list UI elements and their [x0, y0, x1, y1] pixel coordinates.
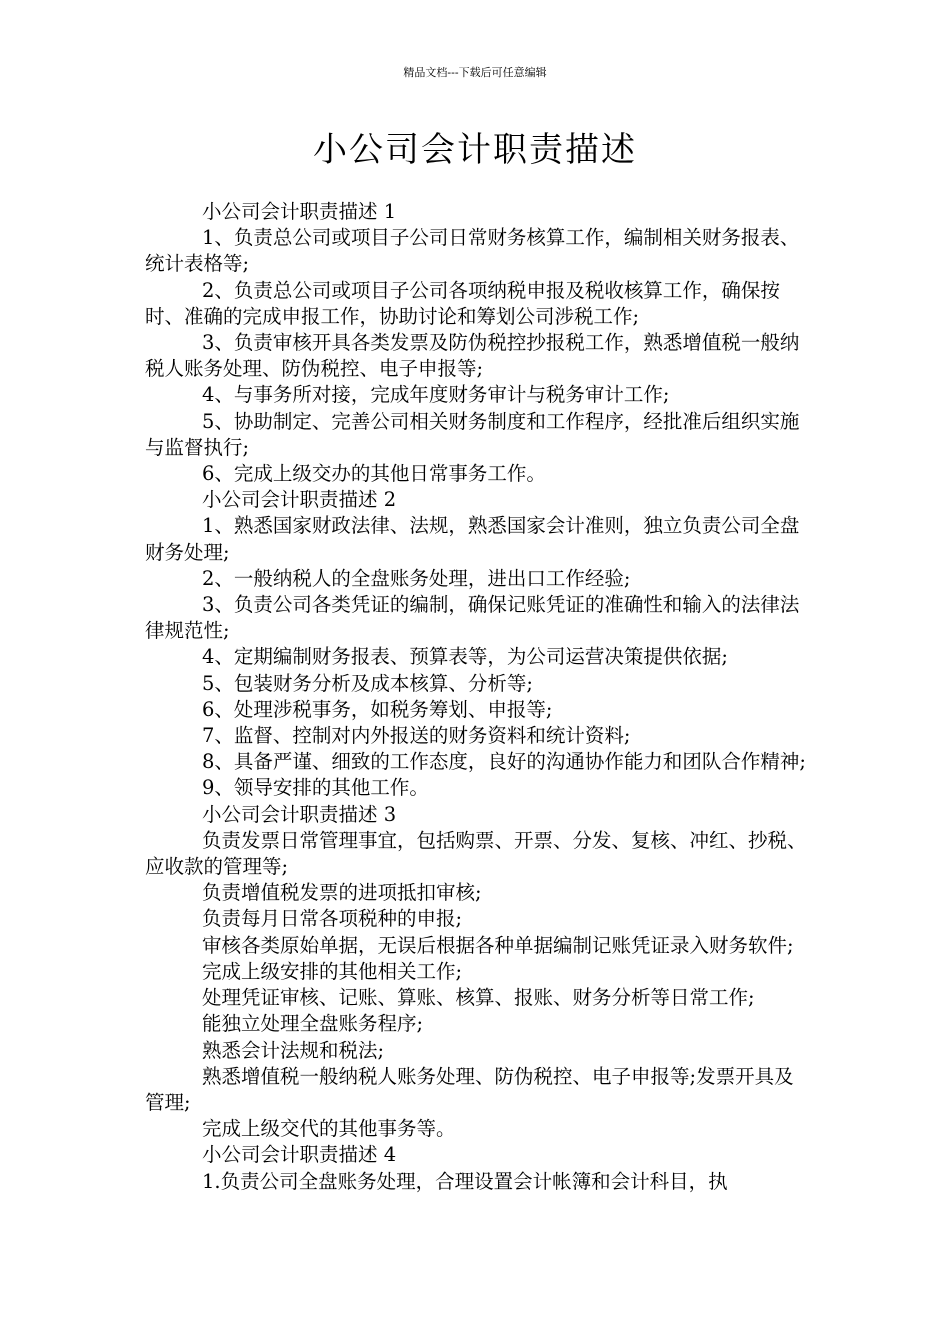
paragraph: 负责增值税发票的进项抵扣审核; — [202, 881, 482, 905]
paragraph: 熟悉会计法规和税法; — [202, 1038, 385, 1062]
paragraph: 2、一般纳税人的全盘账务处理，进出口工作经验; — [202, 566, 631, 590]
paragraph: 负责每月日常各项税种的申报; — [202, 907, 463, 931]
paragraph: 8、具备严谨、细致的工作态度，良好的沟通协作能力和团队合作精神; — [202, 750, 806, 774]
paragraph: 5、协助制定、完善公司相关财务制度和工作程序，经批准后组织实施与监督执行; — [145, 409, 800, 459]
paragraph: 完成上级交代的其他事务等。 — [202, 1117, 456, 1141]
paragraph: 5、包装财务分析及成本核算、分析等; — [202, 671, 533, 695]
paragraph: 处理凭证审核、记账、算账、核算、报账、财务分析等日常工作; — [202, 986, 755, 1010]
paragraph: 4、定期编制财务报表、预算表等，为公司运营决策提供依据; — [202, 645, 728, 669]
document-body — [145, 199, 813, 1195]
paragraph: 1、熟悉国家财政法律、法规，熟悉国家会计准则，独立负责公司全盘财务处理; — [145, 514, 800, 564]
paragraph: 2、负责总公司或项目子公司各项纳税申报及税收核算工作，确保按时、准确的完成申报工作，协助讨论和筹划公司涉税工作; — [145, 278, 780, 328]
paragraph: 7、监督、控制对内外报送的财务资料和统计资料; — [202, 724, 631, 748]
paragraph: 9、领导安排的其他工作。 — [202, 776, 429, 800]
paragraph: 3、负责公司各类凭证的编制，确保记账凭证的准确性和输入的法律法律规范性; — [145, 593, 800, 643]
section-heading-2: 小公司会计职责描述 2 — [202, 488, 397, 512]
paragraph: 完成上级安排的其他相关工作; — [202, 959, 463, 983]
paragraph: 审核各类原始单据，无误后根据各种单据编制记账凭证录入财务软件; — [202, 933, 794, 957]
document-title: 小公司会计职责描述 — [313, 130, 637, 170]
paragraph: 1、负责总公司或项目子公司日常财务核算工作，编制相关财务报表、统计表格等; — [145, 226, 800, 276]
paragraph: 能独立处理全盘账务程序; — [202, 1012, 424, 1036]
paragraph: 6、处理涉税事务，如税务筹划、申报等; — [202, 697, 553, 721]
paragraph: 熟悉增值税一般纳税人账务处理、防伪税控、电子申报等;发票开具及管理; — [145, 1064, 794, 1114]
paragraph: 6、完成上级交办的其他日常事务工作。 — [202, 462, 546, 486]
paragraph: 1.负责公司全盘账务处理，合理设置会计帐簿和会计科目，执 — [202, 1169, 728, 1193]
paragraph: 3、负责审核开具各类发票及防伪税控抄报税工作，熟悉增值税一般纳税人账务处理、防伪税控、电子申报等; — [145, 331, 800, 381]
paragraph: 负责发票日常管理事宜，包括购票、开票、分发、复核、冲红、抄税、应收款的管理等; — [145, 828, 807, 879]
section-heading-3: 小公司会计职责描述 3 — [202, 802, 397, 826]
paragraph: 4、与事务所对接，完成年度财务审计与税务审计工作; — [202, 383, 670, 407]
section-heading-1: 小公司会计职责描述 1 — [202, 200, 397, 223]
section-heading-4: 小公司会计职责描述 4 — [202, 1143, 397, 1167]
header-note: 精品文档---下载后可任意编辑 — [403, 66, 547, 79]
